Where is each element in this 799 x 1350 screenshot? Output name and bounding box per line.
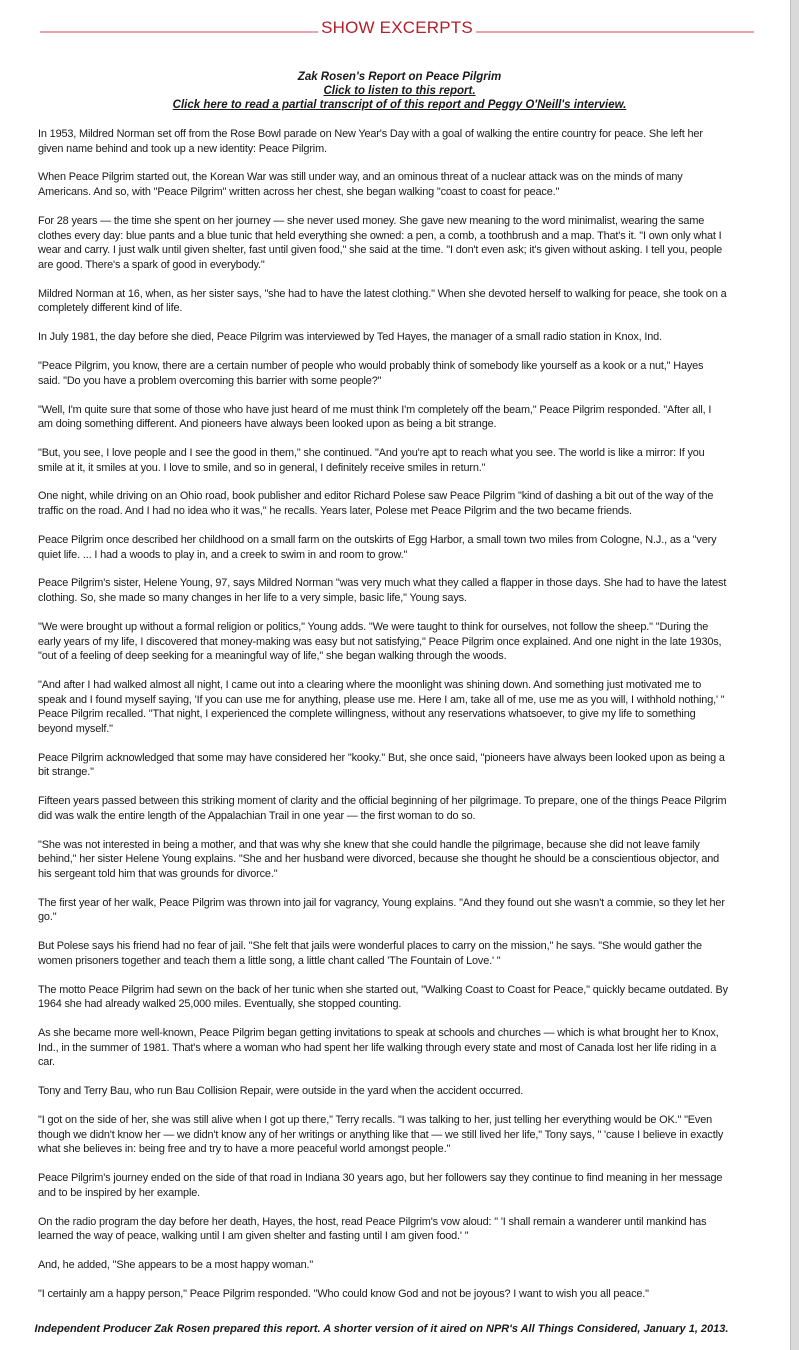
article-paragraph: "I got on the side of her, she was still alive when I got up there," Terry recalls. "I was talking to her, just telling her everything would be OK." "Even though we didn't know her — we didn't know any of her writings or anything like that — we still lived her life," Tony says, " 'cause I believe in exactly what she believes in: being free and try to have a more peaceful world amongst people." bbox=[38, 1114, 724, 1156]
article-paragraph: "But, you see, I love people and I see the good in them," she continued. "And you're apt to reach what you see. The world is like a mirror: If you smile at it, it smiles at you. I love to smile, and so in general, I definitely receive smiles in return." bbox=[38, 446, 705, 474]
article-paragraph: On the radio program the day before her death, Hayes, the host, read Peace Pilgrim's vow aloud: " 'I shall remain a wanderer until mankind has learned the way of peace, walking until I am given shelter and fasting until I am given food.' " bbox=[38, 1215, 707, 1243]
header-rule-left bbox=[40, 31, 318, 33]
listen-link[interactable]: Click to listen to this report. bbox=[323, 85, 476, 97]
article-paragraph: Peace Pilgrim's journey ended on the side of that road in Indiana 30 years ago, but her followers say they continue to find meaning in her message and to be inspired by her example. bbox=[38, 1172, 723, 1199]
article-paragraph: Peace Pilgrim acknowledged that some may have considered her "kooky." But, she once said, "pioneers have always been looked upon as being a bit strange." bbox=[38, 751, 725, 779]
article-paragraph: In 1953, Mildred Norman set off from the Rose Bowl parade on New Year's Day with a goal of walking the entire country for peace. She left her given name behind and took up a new identity: Peace Pilgrim. bbox=[38, 128, 703, 155]
report-title: Zak Rosen's Report on Peace Pilgrim bbox=[297, 71, 502, 83]
article-paragraph: But Polese says his friend had no fear of jail. "She felt that jails were wonderful places to carry on the mission," he says. "She would gather the women prisoners together and teach them a little song, a little chant called 'The Fountain of Love.' " bbox=[38, 940, 702, 967]
article-paragraph: "We were brought up without a formal religion or politics," Young adds. "We were taught to think for ourselves, not follow the sheep." "During the early years of my life, I discovered that money-making was easy but not satisfying," Peace Pilgrim once explained. And one night in the late 1930s, "out of a feeling of deep seeking for a meaningful way of life," she began walking through the woods. bbox=[38, 620, 722, 663]
article-paragraph: "And after I had walked almost all night, I came out into a clearing where the moonlight was shining down. And something just motivated me to speak and I found myself saying, 'If you can use me for anything, please use me. Here I am, take all of me, use me as you will, I withhold nothing,' " Peace Pilgrim recalled. "That night, I experienced the complete willingness, without any reservations whatsoever, to give my life to something beyond myself." bbox=[38, 679, 725, 735]
page-edge bbox=[790, 0, 799, 1350]
article-paragraph: One night, while driving on an Ohio road, book publisher and editor Richard Polese saw Peace Pilgrim "kind of dashing a bit out of the way of the traffic on the road. And I had no idea who it was," he recalls. Years later, Polese met Peace Pilgrim and the two became friends. bbox=[38, 490, 714, 518]
producer-credit: Independent Producer Zak Rosen prepared this report. A shorter version of it aired on NPR's All Things Considered, January 1, 2013. bbox=[34, 1323, 729, 1335]
article-paragraph: "I certainly am a happy person," Peace Pilgrim responded. "Who could know God and not be joyous? I want to wish you all peace." bbox=[38, 1288, 649, 1301]
transcript-link[interactable]: Click here to read a partial transcript of of this report and Peggy O'Neill's interview. bbox=[172, 99, 627, 111]
article-body bbox=[38, 127, 728, 1316]
article-paragraph: For 28 years — the time she spent on her journey — she never used money. She gave new meaning to the word minimalist, wearing the same clothes every day: blue pants and a blue tunic that held everything she owned: a pen, a comb, a toothbrush and a map. That's it. "I own only what I wear and carry. I just walk until given shelter, fast until given food," she said at the time. "I don't even ask; it's given without asking. I tell you, people are good. There's a spark of good in everybody." bbox=[38, 214, 723, 271]
article-paragraph: The first year of her walk, Peace Pilgrim was thrown into jail for vagrancy, Young explains. "And they found out she wasn't a commie, so they let her go." bbox=[38, 896, 725, 924]
article-paragraph: The motto Peace Pilgrim had sewn on the back of her tunic when she started out, "Walking Coast to Coast for Peace," quickly became outdated. By 1964 she had already walked 25,000 miles. Eventually, she stopped counting. bbox=[38, 983, 728, 1011]
article-paragraph: In July 1981, the day before she died, Peace Pilgrim was interviewed by Ted Hayes, the manager of a small radio station in Knox, Ind. bbox=[38, 331, 662, 344]
article-paragraph: Peace Pilgrim's sister, Helene Young, 97, says Mildred Norman "was very much what they called a flapper in those days. She had to have the latest clothing. So, she made so many changes in her life to a very simple, basic life," Young says. bbox=[38, 577, 727, 605]
section-header bbox=[40, 16, 754, 42]
article-paragraph: "Peace Pilgrim, you know, there are a certain number of people who would probably think of somebody like yourself as a kook or a nut," Hayes said. "Do you have a problem overcoming this barrier with some people?" bbox=[38, 360, 704, 387]
article-paragraph: "She was not interested in being a mother, and that was why she knew that she could handle the pilgrimage, because she did not leave family behind," her sister Helene Young explains. "She and her husband were divorced, because she thought he should be a conscientious objector, and his sergeant told him that was grounds for divorce." bbox=[38, 838, 720, 880]
article-paragraph: And, he added, "She appears to be a most happy woman." bbox=[38, 1259, 314, 1272]
article-paragraph: When Peace Pilgrim started out, the Korean War was still under way, and an ominous threat of a nuclear attack was on the minds of many Americans. And so, with "Peace Pilgrim" written across her chest, she began walking "coast to coast for peace." bbox=[38, 171, 683, 199]
section-title: SHOW EXCERPTS bbox=[321, 18, 473, 37]
header-rule-right bbox=[476, 31, 754, 33]
article-paragraph: Peace Pilgrim once described her childhood on a small farm on the outskirts of Egg Harbor, a small town two miles from Cologne, N.J., as a "very quiet life. ... I had a woods to play in, and a creek to swim in and room to grow." bbox=[38, 533, 717, 561]
article-paragraph: Tony and Terry Bau, who run Bau Collision Repair, were outside in the yard when the accident occurred. bbox=[38, 1085, 524, 1098]
article-paragraph: "Well, I'm quite sure that some of those who have just heard of me must think I'm completely off the beam," Peace Pilgrim responded. "After all, I am doing something different. And pioneers have always been looked upon as being a bit strange. bbox=[38, 403, 712, 431]
article-paragraph: As she became more well-known, Peace Pilgrim began getting invitations to speak at schools and churches — which is what brought her to Knox, Ind., in the summer of 1981. That's where a woman who had spent her life walking through every state and most of Canada lost her life riding in a car. bbox=[38, 1027, 719, 1069]
article-paragraph: Fifteen years passed between this striking moment of clarity and the official beginning of her pilgrimage. To prepare, one of the things Peace Pilgrim did was walk the entire length of the Appalachian Trail in one year — the first woman to do so. bbox=[38, 795, 727, 822]
report-heading bbox=[0, 70, 799, 112]
article-paragraph: Mildred Norman at 16, when, as her sister says, "she had to have the latest clothing." When she devoted herself to walking for peace, she took on a completely different kind of life. bbox=[38, 287, 727, 315]
